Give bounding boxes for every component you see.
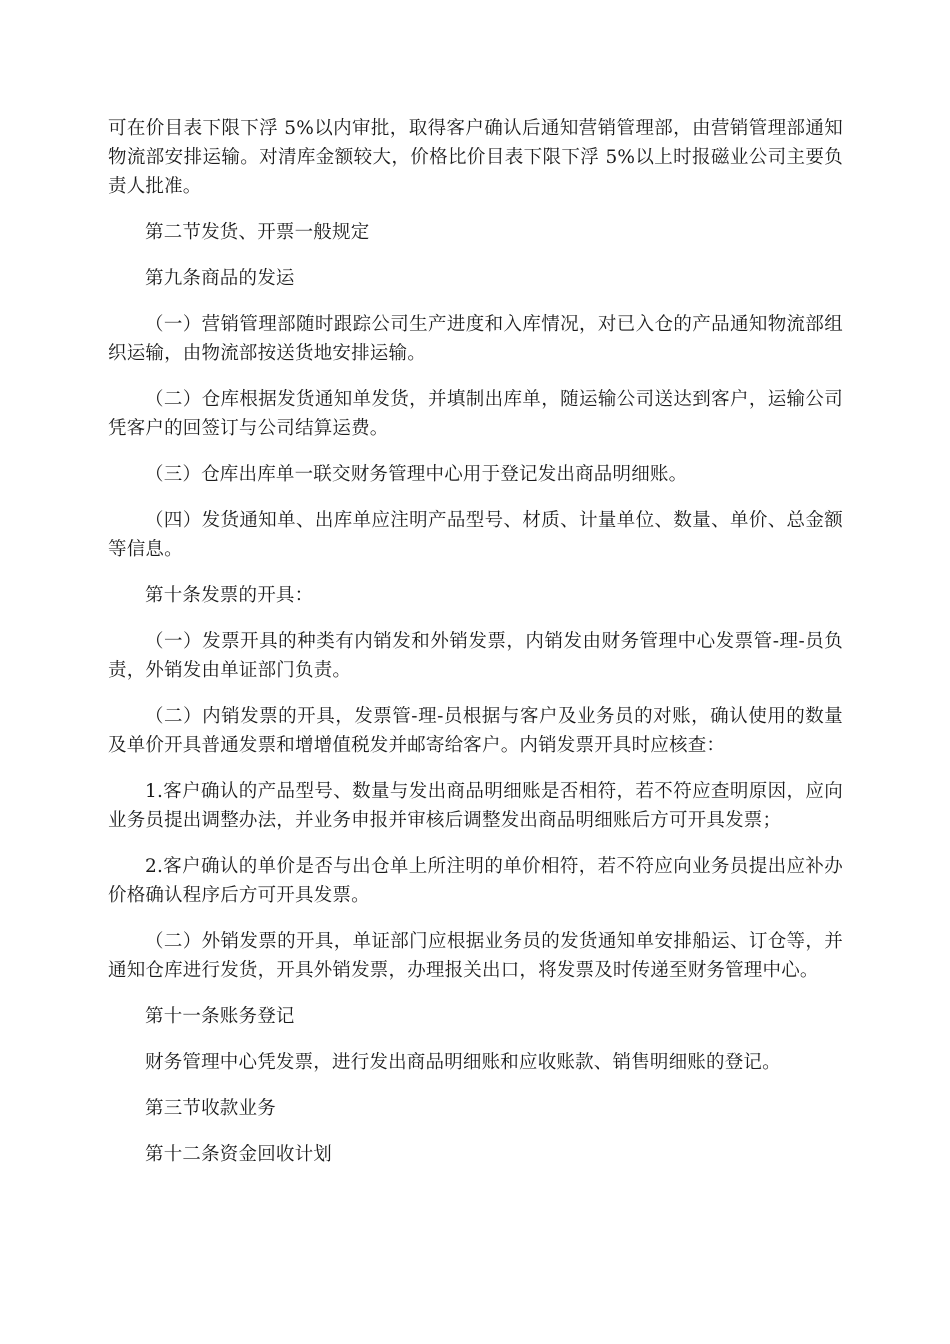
paragraph-9-1: （一）营销管理部随时跟踪公司生产进度和入库情况，对已入仓的产品通知物流部组织运输，由物流部按送货地安排运输。 [108,314,843,364]
section-heading-shipping-invoicing: 第二节发货、开票一般规定 [145,222,370,243]
article-heading-11: 第十一条账务登记 [145,1006,295,1027]
paragraph-10-2: （二）内销发票的开具，发票管-理-员根据与客户及业务员的对账，确认使用的数量及单价开具普通发票和增增值税发并邮寄给客户。内销发票开具时应核查： [108,706,843,756]
paragraph-pricing-approval: 可在价目表下限下浮 5%以内审批，取得客户确认后通知营销管理部，由营销管理部通知物流部安排运输。对清库金额较大，价格比价目表下限下浮 5%以上时报磁业公司主要负责人批准。 [108,118,843,197]
paragraph-9-3: （三）仓库出库单一联交财务管理中心用于登记发出商品明细账。 [145,464,688,485]
section-heading-collections: 第三节收款业务 [145,1098,276,1119]
document-body [108,114,843,1186]
paragraph-10-3: （二）外销发票的开具，单证部门应根据业务员的发货通知单安排船运、订仓等，并通知仓库进行发货，开具外销发票，办理报关出口，将发票及时传递至财务管理中心。 [108,931,843,981]
paragraph-10-1: （一）发票开具的种类有内销发和外销发票，内销发由财务管理中心发票管-理-员负责，外销发由单证部门负责。 [108,631,843,681]
paragraph-9-2: （二）仓库根据发货通知单发货，并填制出库单，随运输公司送达到客户，运输公司凭客户的回签订与公司结算运费。 [108,389,843,439]
paragraph-10-2-item-2: 2.客户确认的单价是否与出仓单上所注明的单价相符，若不符应向业务员提出应补办价格确认程序后方可开具发票。 [108,856,843,906]
article-heading-10: 第十条发票的开具： [145,585,314,606]
article-heading-9: 第九条商品的发运 [145,268,295,289]
paragraph-11: 财务管理中心凭发票，进行发出商品明细账和应收账款、销售明细账的登记。 [145,1052,781,1073]
article-heading-12: 第十二条资金回收计划 [145,1144,333,1165]
paragraph-9-4: （四）发货通知单、出库单应注明产品型号、材质、计量单位、数量、单价、总金额等信息。 [108,510,843,560]
paragraph-10-2-item-1: 1.客户确认的产品型号、数量与发出商品明细账是否相符，若不符应查明原因，应向业务员提出调整办法，并业务申报并审核后调整发出商品明细账后方可开具发票； [108,781,843,831]
